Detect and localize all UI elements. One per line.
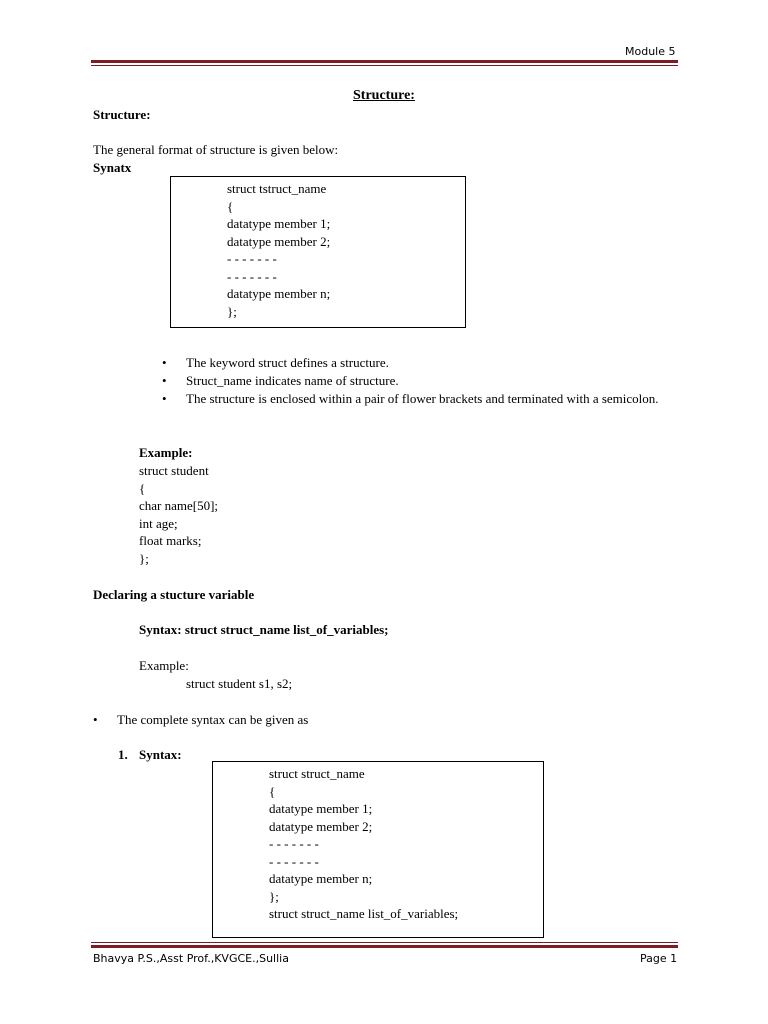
declare-example-label: Example: — [139, 658, 189, 673]
code-line: { — [227, 198, 234, 214]
code-line: struct tstruct_name — [227, 181, 327, 196]
syntax-box-1 — [170, 176, 466, 328]
footer-rule-thin — [91, 942, 678, 943]
code-line: }; — [139, 550, 149, 566]
code-line: struct struct_name — [269, 766, 365, 781]
section-heading: Structure: — [93, 107, 151, 122]
structure-bullets — [162, 354, 674, 408]
complete-bullet — [93, 711, 673, 729]
syntax-label: Synatx — [93, 160, 132, 175]
code-line: datatype member 2; — [269, 818, 373, 834]
code-line: datatype member 2; — [227, 233, 331, 249]
list-item: • The complete syntax can be given as — [93, 711, 673, 729]
code-line: - - - - - - - — [227, 251, 277, 266]
syntax-box-2 — [212, 761, 544, 938]
footer-page-number: Page 1 — [640, 952, 678, 965]
code-line: datatype member 1; — [227, 216, 331, 231]
code-line: datatype member n; — [269, 871, 373, 886]
code-line: datatype member n; — [227, 286, 331, 301]
code-line: struct student — [139, 463, 209, 478]
list-item: • The keyword struct defines a structure. — [162, 354, 674, 372]
code-line: datatype member 1; — [269, 801, 373, 816]
code-line: float marks; — [139, 533, 202, 548]
code-line: - - - - - - - — [269, 853, 319, 869]
code-line: char name[50]; — [139, 498, 219, 513]
footer-author: Bhavya P.S.,Asst Prof.,KVGCE.,Sullia — [93, 952, 289, 965]
header-rule-thin — [91, 65, 678, 66]
intro-text: The general format of structure is given below: — [93, 142, 339, 157]
declare-syntax: Syntax: struct struct_name list_of_variables; — [139, 622, 389, 637]
code-line: int age; — [139, 515, 178, 531]
header-rule — [91, 60, 678, 63]
numbered-label: Syntax: — [139, 747, 182, 762]
footer-rule — [91, 945, 678, 948]
declare-heading: Declaring a stucture variable — [93, 587, 255, 602]
code-line: { — [139, 480, 146, 496]
code-line: { — [269, 783, 276, 799]
code-line: - - - - - - - — [269, 836, 319, 851]
code-line: - - - - - - - — [227, 268, 277, 284]
module-label: Module 5 — [625, 45, 676, 58]
page-title: Structure: — [353, 88, 415, 103]
code-line: }; — [269, 888, 279, 904]
code-line: struct struct_name list_of_variables; — [269, 906, 459, 921]
code-line: }; — [227, 303, 237, 319]
example-label: Example: — [139, 445, 193, 460]
list-item: • Struct_name indicates name of structure. — [162, 372, 674, 390]
numbered-index: 1. — [118, 747, 128, 762]
example-code — [139, 462, 218, 567]
declare-example-code: struct student s1, s2; — [186, 676, 293, 691]
list-item: • The structure is enclosed within a pair of flower brackets and terminated with a semicolon. — [162, 390, 674, 408]
